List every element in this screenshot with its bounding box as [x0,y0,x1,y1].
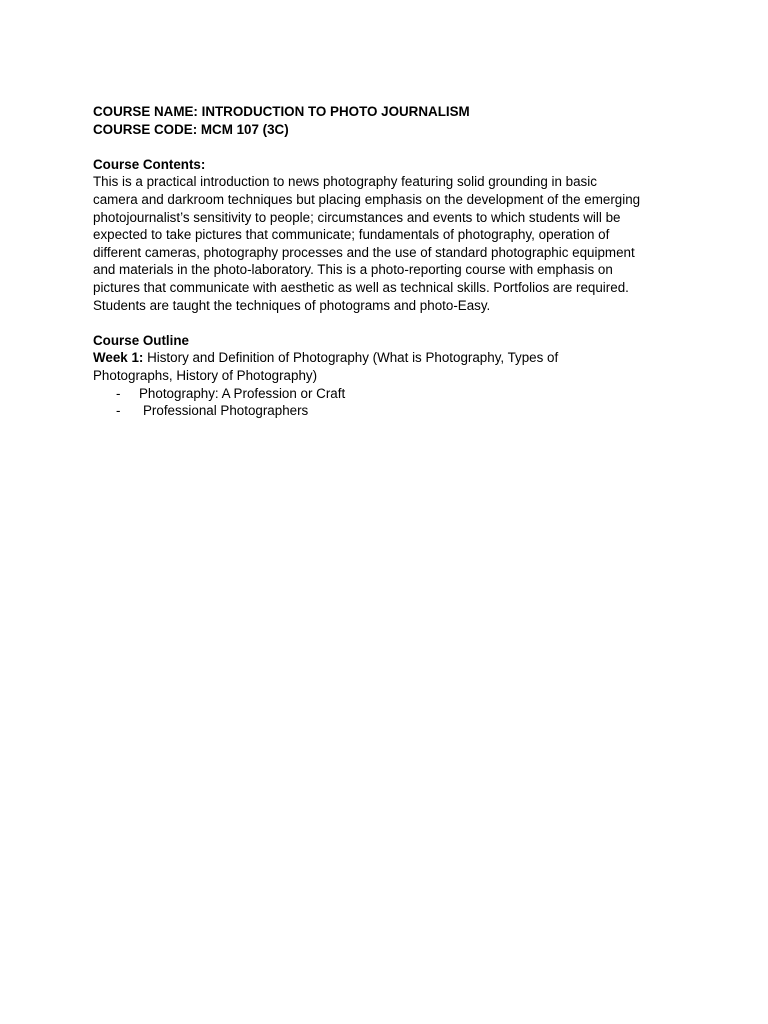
document-body [93,103,693,420]
bullet-dash: - [116,385,121,401]
contents-line: camera and darkroom techniques but placing emphasis on the development of the emerging [93,191,641,207]
bullet-dash: - [116,403,121,419]
course-code: COURSE CODE: MCM 107 (3C) [93,121,289,137]
contents-line: Students are taught the techniques of photograms and photo-Easy. [93,297,491,313]
list-item [93,385,693,403]
list-item [93,402,693,420]
week-1-text-continued: Photographs, History of Photography) [93,367,318,383]
contents-line: different cameras, photography processes and the use of standard photographic equipment [93,244,635,260]
course-outline-heading: Course Outline [93,332,189,348]
week-1-label: Week 1: [93,350,144,366]
course-name: COURSE NAME: INTRODUCTION TO PHOTO JOURNALISM [93,104,470,119]
contents-line: photojournalist’s sensitivity to people; circumstances and events to which students will be [93,209,621,225]
spacer [93,138,693,156]
spacer [93,314,693,332]
week-1-text: History and Definition of Photography (What is Photography, Types of [143,350,559,366]
week-1-line [93,349,693,367]
contents-line: and materials in the photo-laboratory. This is a photo-reporting course with emphasis on [93,262,613,278]
bullet-text: Professional Photographers [143,403,309,419]
contents-line: This is a practical introduction to news photography featuring solid grounding in basic [93,174,597,190]
bullet-text: Photography: A Profession or Craft [139,385,346,401]
contents-line: pictures that communicate with aesthetic as well as technical skills. Portfolios are required. [93,279,629,295]
course-contents-heading: Course Contents: [93,156,206,172]
contents-line: expected to take pictures that communicate; fundamentals of photography, operation of [93,227,610,243]
